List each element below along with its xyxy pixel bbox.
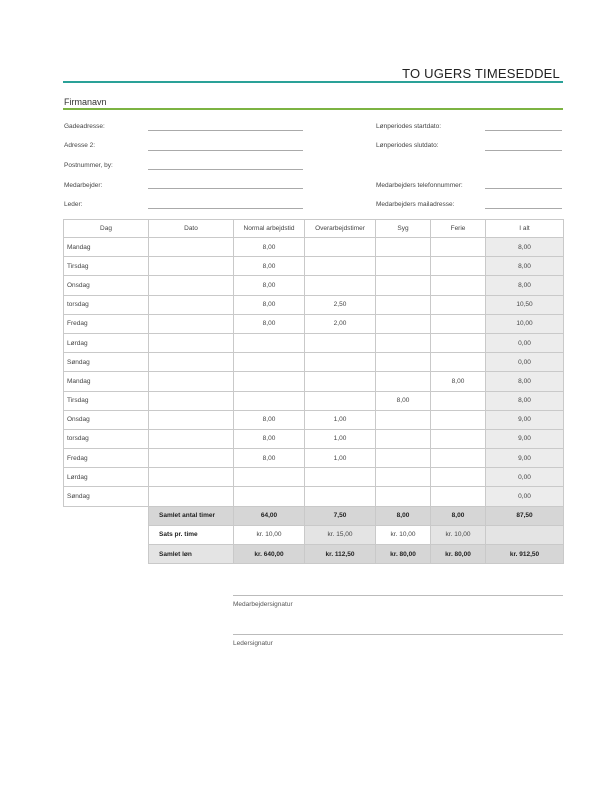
header-overtime: Overarbejdstimer: [305, 220, 376, 238]
cell-date[interactable]: [149, 295, 234, 314]
cell-vacation[interactable]: [431, 468, 486, 487]
cell-total: 9,00: [486, 449, 564, 468]
summary-label: Samlet antal timer: [149, 506, 234, 525]
cell-day: torsdag: [64, 429, 149, 448]
cell-date[interactable]: [149, 449, 234, 468]
rate-vacation[interactable]: kr. 10,00: [431, 525, 486, 544]
cell-date[interactable]: [149, 391, 234, 410]
street-input[interactable]: [148, 130, 303, 131]
cell-sick[interactable]: [376, 353, 431, 372]
rate-total: [486, 525, 564, 544]
cell-day: Søndag: [64, 487, 149, 506]
cell-normal[interactable]: [234, 487, 305, 506]
cell-sick[interactable]: [376, 295, 431, 314]
street-label: Gadeadresse:: [64, 123, 105, 130]
cell-vacation[interactable]: [431, 314, 486, 333]
summary-label: Samlet løn: [149, 545, 234, 564]
cell-overtime[interactable]: [305, 391, 376, 410]
table-header-row: [64, 220, 564, 238]
cell-date[interactable]: [149, 487, 234, 506]
postal-label: Postnummer, by:: [64, 162, 113, 169]
summary-label: Sats pr. time: [149, 525, 234, 544]
pay-sick: kr. 80,00: [376, 545, 431, 564]
table-row: [64, 372, 564, 391]
cell-total: 8,00: [486, 238, 564, 257]
period-end-label: Lønperiodes slutdato:: [376, 142, 439, 149]
summary-sick: 8,00: [376, 506, 431, 525]
cell-normal[interactable]: [234, 333, 305, 352]
cell-sick[interactable]: [376, 468, 431, 487]
pay-vacation: kr. 80,00: [431, 545, 486, 564]
cell-vacation[interactable]: [431, 410, 486, 429]
cell-overtime[interactable]: [305, 257, 376, 276]
cell-total: 8,00: [486, 372, 564, 391]
cell-vacation[interactable]: [431, 333, 486, 352]
cell-normal[interactable]: [234, 391, 305, 410]
cell-overtime[interactable]: 2,00: [305, 314, 376, 333]
title-divider: [63, 81, 563, 83]
manager-label: Leder:: [64, 201, 83, 208]
cell-vacation[interactable]: [431, 238, 486, 257]
cell-day: Fredag: [64, 449, 149, 468]
table-row: [64, 353, 564, 372]
summary-vacation: 8,00: [431, 506, 486, 525]
cell-date[interactable]: [149, 468, 234, 487]
table-row: [64, 276, 564, 295]
table-row: [64, 429, 564, 448]
table-row: [64, 410, 564, 429]
cell-day: Onsdag: [64, 276, 149, 295]
header-vacation: Ferie: [431, 220, 486, 238]
cell-vacation[interactable]: 8,00: [431, 372, 486, 391]
cell-overtime[interactable]: [305, 487, 376, 506]
email-input[interactable]: [485, 208, 562, 209]
document-title: TO UGERS TIMESEDDEL: [402, 66, 560, 81]
pay-normal: kr. 640,00: [234, 545, 305, 564]
cell-normal[interactable]: 8,00: [234, 314, 305, 333]
cell-overtime[interactable]: [305, 353, 376, 372]
cell-normal[interactable]: 8,00: [234, 238, 305, 257]
cell-normal[interactable]: [234, 353, 305, 372]
cell-sick[interactable]: [376, 238, 431, 257]
cell-total: 9,00: [486, 429, 564, 448]
employee-signature-label: Medarbejdersignatur: [233, 601, 293, 608]
address2-label: Adresse 2:: [64, 142, 96, 149]
employee-input[interactable]: [148, 188, 303, 189]
table-row: [64, 487, 564, 506]
table-row: [64, 314, 564, 333]
cell-date[interactable]: [149, 276, 234, 295]
cell-date[interactable]: [149, 410, 234, 429]
cell-overtime[interactable]: 1,00: [305, 449, 376, 468]
cell-normal[interactable]: [234, 468, 305, 487]
cell-day: Søndag: [64, 353, 149, 372]
cell-vacation[interactable]: [431, 257, 486, 276]
cell-total: 0,00: [486, 487, 564, 506]
cell-date[interactable]: [149, 314, 234, 333]
cell-day: Lørdag: [64, 333, 149, 352]
timesheet-table: [63, 219, 564, 564]
cell-overtime[interactable]: [305, 276, 376, 295]
postal-input[interactable]: [148, 169, 303, 170]
table-row: [64, 391, 564, 410]
summary-normal: 64,00: [234, 506, 305, 525]
email-label: Medarbejders mailadresse:: [376, 201, 455, 208]
cell-vacation[interactable]: [431, 429, 486, 448]
cell-vacation[interactable]: [431, 449, 486, 468]
cell-day: Mandag: [64, 238, 149, 257]
cell-normal[interactable]: [234, 372, 305, 391]
cell-day: Onsdag: [64, 410, 149, 429]
cell-sick[interactable]: 8,00: [376, 391, 431, 410]
summary-overtime: 7,50: [305, 506, 376, 525]
cell-vacation[interactable]: [431, 487, 486, 506]
cell-total: 8,00: [486, 276, 564, 295]
cell-day: Tirsdag: [64, 257, 149, 276]
cell-overtime[interactable]: [305, 333, 376, 352]
phone-label: Medarbejders telefonnummer:: [376, 182, 463, 189]
table-row: [64, 468, 564, 487]
cell-normal[interactable]: 8,00: [234, 295, 305, 314]
summary-pay-row: [64, 545, 564, 564]
cell-overtime[interactable]: 1,00: [305, 410, 376, 429]
manager-input[interactable]: [148, 208, 303, 209]
header-normal: Normal arbejdstid: [234, 220, 305, 238]
cell-sick[interactable]: [376, 429, 431, 448]
header-sick: Syg: [376, 220, 431, 238]
cell-overtime[interactable]: 1,00: [305, 429, 376, 448]
phone-input[interactable]: [485, 188, 562, 189]
table-row: [64, 257, 564, 276]
rate-normal[interactable]: kr. 10,00: [234, 525, 305, 544]
cell-sick[interactable]: [376, 276, 431, 295]
cell-total: 8,00: [486, 391, 564, 410]
header-total: I alt: [486, 220, 564, 238]
cell-day: Lørdag: [64, 468, 149, 487]
company-name[interactable]: Firmanavn: [64, 97, 107, 107]
cell-total: 9,00: [486, 410, 564, 429]
cell-sick[interactable]: [376, 314, 431, 333]
cell-normal[interactable]: 8,00: [234, 276, 305, 295]
summary-total: 87,50: [486, 506, 564, 525]
cell-total: 10,50: [486, 295, 564, 314]
summary-spacer: [64, 545, 149, 564]
cell-day: Tirsdag: [64, 391, 149, 410]
cell-total: 0,00: [486, 353, 564, 372]
cell-overtime[interactable]: [305, 238, 376, 257]
summary-hours-row: [64, 506, 564, 525]
cell-date[interactable]: [149, 257, 234, 276]
table-row: [64, 333, 564, 352]
employee-label: Medarbejder:: [64, 182, 103, 189]
table-row: [64, 238, 564, 257]
cell-sick[interactable]: [376, 372, 431, 391]
summary-spacer: [64, 525, 149, 544]
manager-signature-line[interactable]: [233, 634, 563, 635]
pay-total: kr. 912,50: [486, 545, 564, 564]
cell-day: Mandag: [64, 372, 149, 391]
header-date: Dato: [149, 220, 234, 238]
cell-total: 10,00: [486, 314, 564, 333]
cell-day: torsdag: [64, 295, 149, 314]
cell-total: 0,00: [486, 468, 564, 487]
cell-total: 8,00: [486, 257, 564, 276]
cell-date[interactable]: [149, 238, 234, 257]
summary-rate-row: [64, 525, 564, 544]
cell-sick[interactable]: [376, 449, 431, 468]
company-divider: [63, 108, 563, 110]
cell-total: 0,00: [486, 333, 564, 352]
rate-overtime[interactable]: kr. 15,00: [305, 525, 376, 544]
address2-input[interactable]: [148, 150, 303, 151]
cell-overtime[interactable]: 2,50: [305, 295, 376, 314]
pay-overtime: kr. 112,50: [305, 545, 376, 564]
cell-sick[interactable]: [376, 333, 431, 352]
cell-vacation[interactable]: [431, 353, 486, 372]
table-row: [64, 449, 564, 468]
cell-date[interactable]: [149, 353, 234, 372]
period-end-input[interactable]: [485, 150, 562, 151]
period-start-input[interactable]: [485, 130, 562, 131]
cell-day: Fredag: [64, 314, 149, 333]
employee-signature-line[interactable]: [233, 595, 563, 596]
cell-normal[interactable]: 8,00: [234, 410, 305, 429]
period-start-label: Lønperiodes startdato:: [376, 123, 442, 130]
cell-date[interactable]: [149, 372, 234, 391]
table-row: [64, 295, 564, 314]
cell-sick[interactable]: [376, 487, 431, 506]
cell-vacation[interactable]: [431, 276, 486, 295]
cell-overtime[interactable]: [305, 372, 376, 391]
header-day: Dag: [64, 220, 149, 238]
cell-vacation[interactable]: [431, 391, 486, 410]
cell-normal[interactable]: 8,00: [234, 257, 305, 276]
cell-date[interactable]: [149, 429, 234, 448]
cell-vacation[interactable]: [431, 295, 486, 314]
cell-normal[interactable]: 8,00: [234, 429, 305, 448]
cell-date[interactable]: [149, 333, 234, 352]
cell-overtime[interactable]: [305, 468, 376, 487]
summary-spacer: [64, 506, 149, 525]
cell-sick[interactable]: [376, 257, 431, 276]
rate-sick[interactable]: kr. 10,00: [376, 525, 431, 544]
cell-normal[interactable]: 8,00: [234, 449, 305, 468]
manager-signature-label: Ledersignatur: [233, 640, 273, 647]
cell-sick[interactable]: [376, 410, 431, 429]
